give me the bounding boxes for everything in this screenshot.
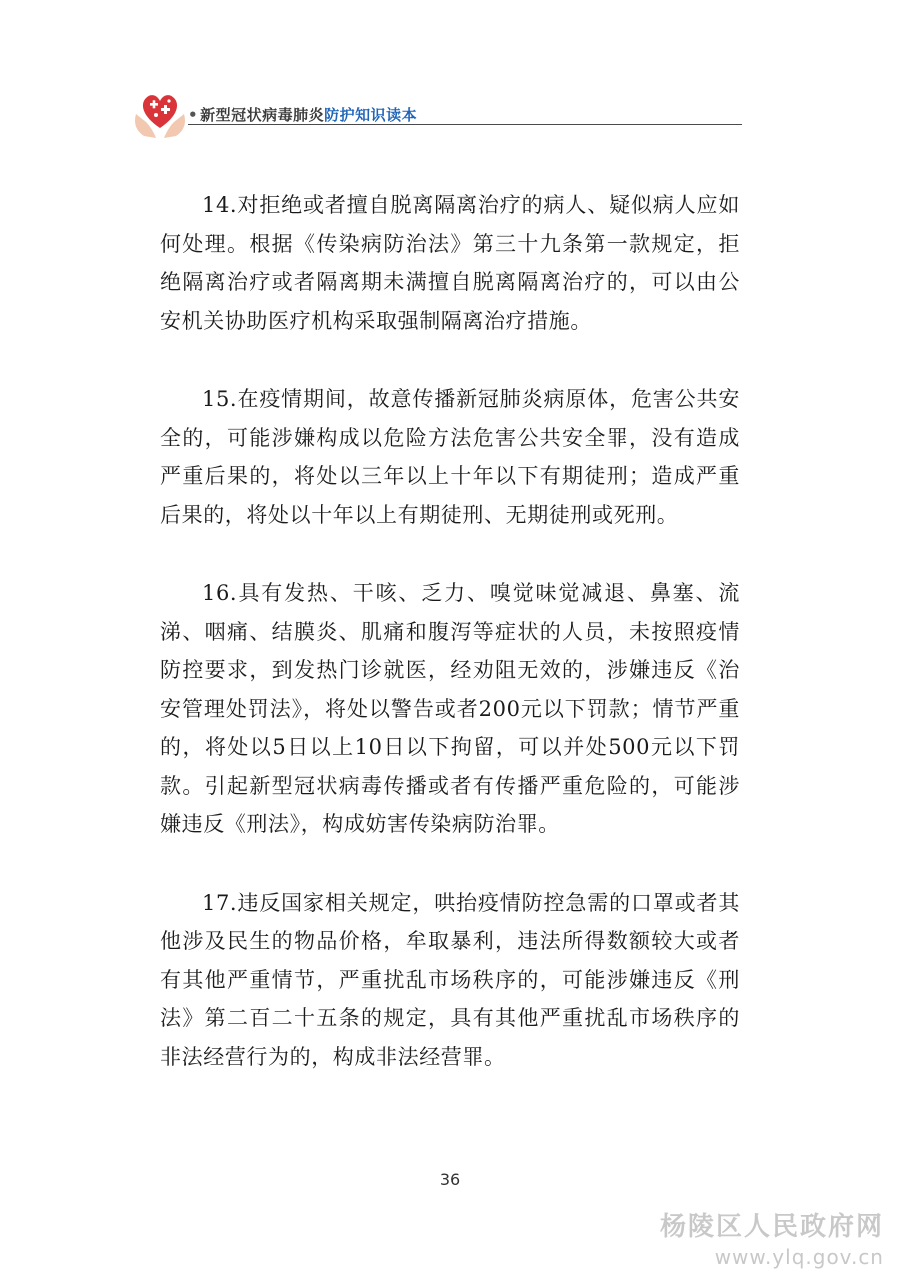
header-title — [188, 104, 417, 125]
heart-hands-icon — [130, 84, 190, 140]
page-content — [160, 186, 740, 1116]
header-bullet: • — [188, 106, 199, 124]
paragraph-17: 17.违反国家相关规定，哄抬疫情防控急需的口罩或者其他涉及民生的物品价格，牟取暴利，违法所得数额较大或者有其他严重情节，严重扰乱市场秩序的，可能涉嫌违反《刑法》第二百二十五条的规定，具有其他严重扰乱市场秩序的非法经营行为的，构成非法经营罪。 — [160, 890, 740, 1069]
watermark-url: www.ylq.gov.cn — [714, 1245, 884, 1269]
page-header — [130, 84, 742, 144]
header-title-accent: 防护知识读本 — [324, 106, 418, 124]
header-title-main: 新型冠状病毒肺炎 — [200, 106, 325, 124]
watermark-name: 杨陵区人民政府网 — [659, 1212, 884, 1242]
page-number: 36 — [439, 1170, 461, 1189]
paragraph-14: 14.对拒绝或者擅自脱离隔离治疗的病人、疑似病人应如何处理。根据《传染病防治法》第三十九条第一款规定，拒绝隔离治疗或者隔离期未满擅自脱离隔离治疗的，可以由公安机关协助医疗机构采取强制隔离治疗措施。 — [160, 193, 740, 333]
paragraph-16: 16.具有发热、干咳、乏力、嗅觉味觉减退、鼻塞、流涕、咽痛、结膜炎、肌痛和腹泻等症状的人员，未按照疫情防控要求，到发热门诊就医，经劝阻无效的，涉嫌违反《治安管理处罚法》，将处以警告或者200元以下罚款；情节严重的，将处以5日以上10日以下拘留，可以并处500元以下罚款。引起新型冠状病毒传播或者有传播严重危险的，可能涉嫌违反《刑法》，构成妨害传染病防治罪。 — [160, 581, 740, 836]
paragraph-15: 15.在疫情期间，故意传播新冠肺炎病原体，危害公共安全的，可能涉嫌构成以危险方法危害公共安全罪，没有造成严重后果的，将处以三年以上十年以下有期徒刑；造成严重后果的，将处以十年以上有期徒刑、无期徒刑或死刑。 — [160, 387, 740, 527]
header-divider — [188, 124, 742, 125]
watermark — [660, 1210, 884, 1270]
